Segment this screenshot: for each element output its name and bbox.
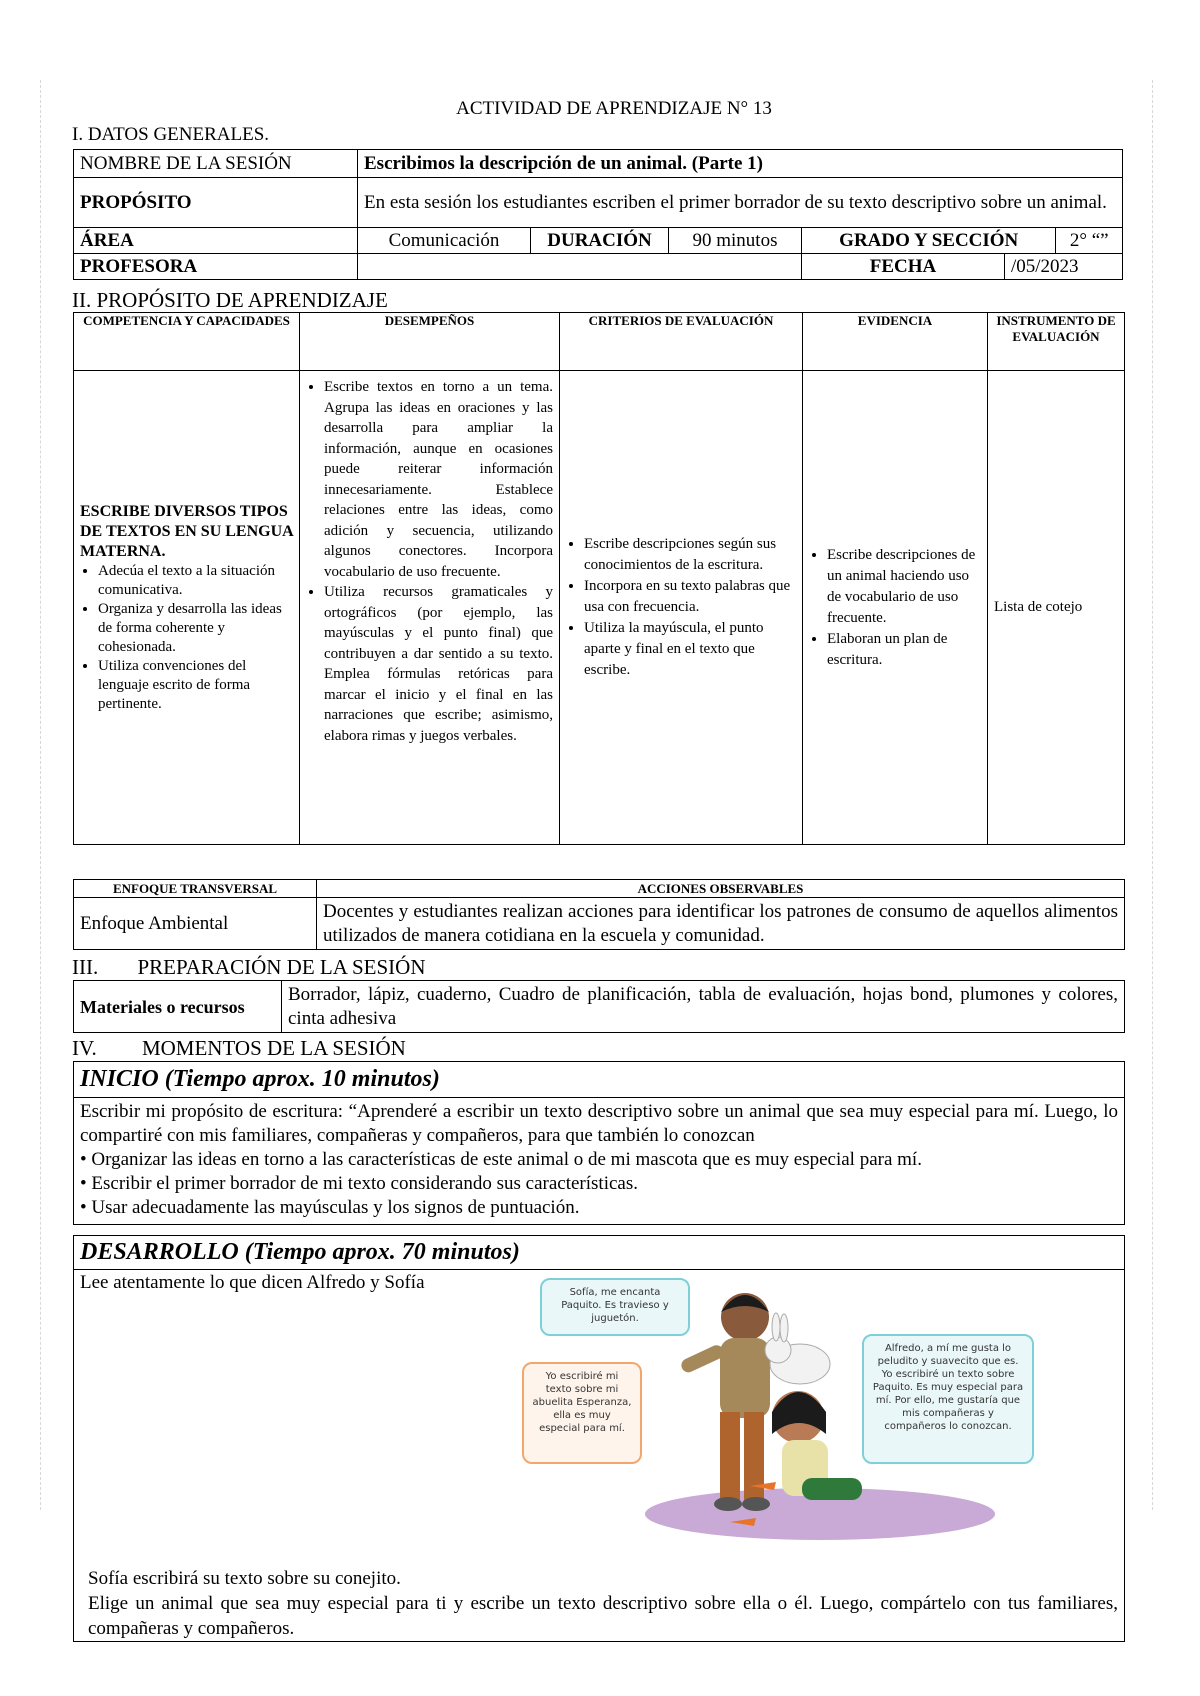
datos-generales-table — [73, 149, 1123, 280]
enfoque-table — [73, 879, 1125, 950]
section-proposito-aprendizaje: II. PROPÓSITO DE APRENDIZAJE — [72, 288, 388, 312]
inicio-bullet: • Escribir el primer borrador de mi texto considerando sus características. — [80, 1173, 638, 1194]
header-instrumento: INSTRUMENTO DE EVALUACIÓN — [988, 313, 1125, 371]
inicio-proposito: Escribir mi propósito de escritura: “Aprenderé a escribir un texto descriptivo sobre un animal que sea muy especial para mí. Luego, lo compartiré con mis familiares, compañeras y compañeros, para que también lo conozcan — [80, 1101, 1118, 1146]
header-criterios: CRITERIOS DE EVALUACIÓN — [560, 313, 803, 371]
enfoque-header: ENFOQUE TRANSVERSAL — [74, 880, 317, 898]
acciones-value: Docentes y estudiantes realizan acciones para identificar los patrones de consumo de aquellos alimentos utilizados de manera cotidiana en la escuela y comunidad. — [317, 898, 1125, 950]
speech-bubble-sofia: Alfredo, a mí me gusta lo peludito y suavecito que es. Yo escribiré un texto sobre Paquito. Es muy especial para mí. Por ello, me gustaría que mis compañeras y compañeros lo conozcan. — [862, 1334, 1034, 1464]
profesora-value — [358, 254, 802, 280]
enfoque-name: Enfoque Ambiental — [74, 898, 317, 950]
criterios-list — [566, 534, 796, 681]
section-preparacion-num: III. — [72, 955, 99, 979]
materiales-label: Materiales o recursos — [74, 981, 282, 1033]
materiales-table — [73, 980, 1125, 1033]
acciones-header: ACCIONES OBSERVABLES — [317, 880, 1125, 898]
section-preparacion — [72, 955, 426, 980]
area-label: ÁREA — [74, 228, 358, 254]
inicio-title: INICIO (Tiempo aprox. 10 minutos) — [74, 1062, 1125, 1098]
criterio-item: • Escribe descripciones según sus conocimientos de la escritura. — [584, 534, 796, 576]
desarrollo-title: DESARROLLO (Tiempo aprox. 70 minutos) — [74, 1236, 1125, 1270]
section-momentos-num: IV. — [72, 1036, 97, 1060]
capacidad-item: • Organiza y desarrolla las ideas de forma coherente y cohesionada. — [98, 600, 293, 657]
evidencia-cell — [803, 371, 988, 845]
area-value: Comunicación — [358, 228, 531, 254]
criterio-item: • Utiliza la mayúscula, el punto aparte y final en el texto que escribe. — [584, 618, 796, 681]
duracion-value: 90 minutos — [669, 228, 802, 254]
instrumento-value: Lista de cotejo — [988, 371, 1125, 845]
inicio-bullet: • Organizar las ideas en torno a las características de este animal o de mi mascota que es muy especial para mí. — [80, 1149, 922, 1170]
capacidad-item: • Adecúa el texto a la situación comunicativa. — [98, 562, 293, 600]
capacidades-list — [80, 562, 293, 714]
section-momentos-title: MOMENTOS DE LA SESIÓN — [141, 1036, 406, 1060]
competencia-cell — [74, 371, 300, 845]
section-momentos — [72, 1036, 406, 1061]
header-evidencia: EVIDENCIA — [803, 313, 988, 371]
speech-bubble-abuela: Yo escribiré mi texto sobre mi abuelita Esperanza, ella es muy especial para mí. — [522, 1362, 642, 1464]
inicio-table — [73, 1061, 1125, 1225]
document-title: ACTIVIDAD DE APRENDIZAJE N° 13 — [456, 98, 772, 119]
capacidad-item: • Utiliza convenciones del lenguaje escrito de forma pertinente. — [98, 657, 293, 714]
criterio-item: • Incorpora en su texto palabras que usa con frecuencia. — [584, 576, 796, 618]
left-margin-guide — [40, 80, 41, 1510]
section-preparacion-title: PREPARACIÓN DE LA SESIÓN — [137, 955, 426, 979]
rabbit-figure — [765, 1313, 830, 1384]
desarrollo-intro: Lee atentamente lo que dicen Alfredo y Sofía — [80, 1272, 425, 1293]
materiales-value: Borrador, lápiz, cuaderno, Cuadro de planificación, tabla de evaluación, hojas bond, plumones y colores, cinta adhesiva — [282, 981, 1125, 1033]
duracion-label: DURACIÓN — [531, 228, 669, 254]
desempenos-cell — [300, 371, 560, 845]
right-margin-guide — [1152, 80, 1153, 1510]
desempenos-list — [306, 377, 553, 746]
proposito-value: En esta sesión los estudiantes escriben el primer borrador de su texto descriptivo sobre un animal. — [358, 178, 1123, 228]
fecha-value: /05/2023 — [1005, 254, 1123, 280]
evidencia-item: • Elaboran un plan de escritura. — [827, 629, 981, 671]
grado-label: GRADO Y SECCIÓN — [802, 228, 1056, 254]
grado-value: 2° “” — [1056, 228, 1123, 254]
evidencia-item: • Escribe descripciones de un animal haciendo uso de vocabulario de uso frecuente. — [827, 545, 981, 629]
desarrollo-sofia-line: Sofía escribirá su texto sobre su conejito. — [88, 1568, 401, 1589]
evidencias-list — [809, 545, 981, 671]
inicio-content — [74, 1098, 1125, 1225]
speech-bubble-alfredo: Sofía, me encanta Paquito. Es travieso y juguetón. — [540, 1278, 690, 1336]
desempeno-item: • Escribe textos en torno a un tema. Agrupa las ideas en oraciones y las desarrolla para ampliar la información, aunque en ocasiones puede reiterar información innecesariamente. Establece relaciones entre las ideas, como adición y secuencia, utilizando algunos conectores. Incorpora vocabulario de uso frecuente. — [324, 377, 553, 582]
proposito-aprendizaje-table — [73, 312, 1125, 845]
desempeno-item: • Utiliza recursos gramaticales y ortográficos (por ejemplo, las mayúsculas y el punto final) que contribuyen a dar sentido a su texto. Emplea fórmulas retóricas para marcar el inicio y el final en las narraciones que escribe; asimismo, elabora rimas y juegos verbales. — [324, 582, 553, 746]
boy-figure — [679, 1293, 770, 1511]
proposito-label: PROPÓSITO — [74, 178, 358, 228]
header-competencia: COMPETENCIA Y CAPACIDADES — [74, 313, 300, 371]
competencia-title: ESCRIBE DIVERSOS TIPOS DE TEXTOS EN SU LENGUA MATERNA. — [80, 502, 293, 560]
header-desempenos: DESEMPEÑOS — [300, 313, 560, 371]
desarrollo-elige: Elige un animal que sea muy especial para ti y escribe un texto descriptivo sobre ella o él. Luego, compártelo con tus familiares, compañeras y compañeros. — [88, 1593, 1118, 1639]
nombre-label: NOMBRE DE LA SESIÓN — [74, 150, 358, 178]
nombre-value: Escribimos la descripción de un animal. (Parte 1) — [358, 150, 1123, 178]
section-datos-generales: I. DATOS GENERALES. — [72, 124, 270, 145]
inicio-bullet: • Usar adecuadamente las mayúsculas y los signos de puntuación. — [80, 1197, 580, 1218]
fecha-label: FECHA — [802, 254, 1005, 280]
criterios-cell — [560, 371, 803, 845]
profesora-label: PROFESORA — [74, 254, 358, 280]
